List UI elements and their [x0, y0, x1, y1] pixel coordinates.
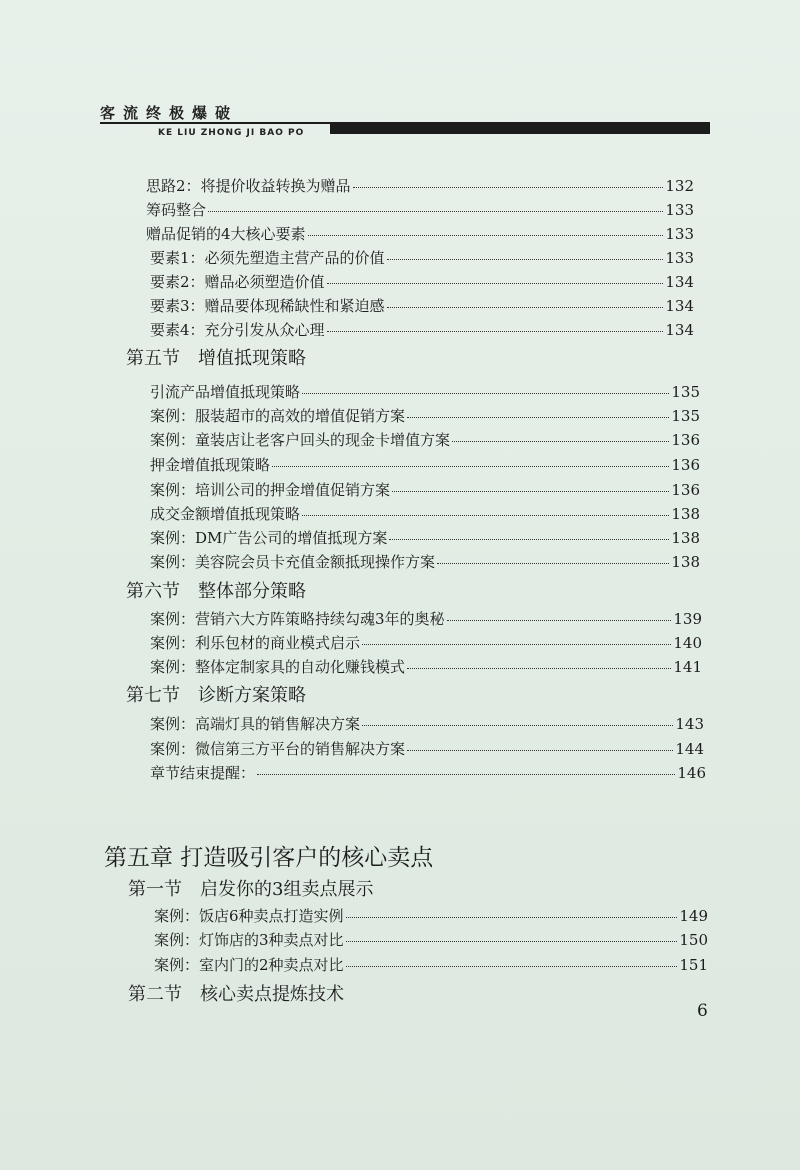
- leader-dots: [362, 643, 671, 645]
- toc-entry-page: 138: [671, 505, 700, 523]
- toc-entry-page: 133: [665, 249, 694, 267]
- toc-entry-label: 案例：室内门的2种卖点对比: [154, 956, 344, 974]
- leader-dots: [346, 965, 678, 967]
- leader-dots: [308, 234, 664, 236]
- section-heading: 第五节 增值抵现策略: [126, 348, 306, 369]
- leader-dots: [387, 306, 664, 308]
- toc-entry-label: 案例：整体定制家具的自动化赚钱模式: [150, 658, 406, 676]
- toc-entry: [150, 272, 694, 292]
- toc-entry: [154, 906, 708, 926]
- toc-entry-page: 135: [671, 383, 700, 401]
- toc-entry: [146, 176, 694, 196]
- toc-entry-page: 144: [675, 740, 704, 758]
- leader-dots: [447, 619, 672, 621]
- leader-dots: [327, 330, 664, 332]
- toc-entry: [150, 552, 700, 572]
- toc-entry-label: 要素4：充分引发从众心理: [150, 321, 325, 339]
- page-number: 6: [697, 1001, 708, 1021]
- toc-entry-label: 案例：饭店6种卖点打造实例: [154, 907, 344, 925]
- leader-dots: [346, 916, 678, 918]
- toc-entry-page: 138: [671, 553, 700, 571]
- running-header-title: 客流终极爆破: [100, 104, 239, 122]
- leader-dots: [362, 724, 673, 726]
- leader-dots: [302, 392, 669, 394]
- leader-dots: [327, 282, 664, 284]
- leader-dots: [208, 210, 663, 212]
- toc-entry-label: 思路2：将提价收益转换为赠品: [146, 177, 351, 195]
- toc-entry: [150, 504, 700, 524]
- toc-entry-label: 章节结束提醒：: [150, 764, 256, 782]
- toc-entry-page: 150: [679, 931, 708, 949]
- toc-entry-label: 案例：服装超市的高效的增值促销方案: [150, 407, 406, 425]
- toc-entry-page: 146: [677, 764, 706, 782]
- running-header-subtitle: KE LIU ZHONG JI BAO PO: [158, 128, 305, 138]
- toc-entry: [150, 528, 700, 548]
- leader-dots: [387, 258, 664, 260]
- toc-entry: [150, 320, 694, 340]
- toc-entry-label: 成交金额增值抵现策略: [150, 505, 301, 523]
- leader-dots: [437, 562, 669, 564]
- toc-entry: [150, 714, 704, 734]
- leader-dots: [353, 186, 664, 188]
- leader-dots: [257, 773, 675, 775]
- toc-entry-page: 136: [671, 481, 700, 499]
- toc-entry-label: 案例：利乐包材的商业模式启示: [150, 634, 361, 652]
- toc-entry-label: 要素2：赠品必须塑造价值: [150, 273, 325, 291]
- toc-entry: [150, 430, 700, 450]
- toc-entry: [154, 930, 708, 950]
- toc-entry-label: 要素1：必须先塑造主营产品的价值: [150, 249, 385, 267]
- toc-entry-page: 134: [665, 297, 694, 315]
- leader-dots: [346, 940, 678, 942]
- section-heading: 第二节 核心卖点提炼技术: [128, 984, 344, 1005]
- toc-entry-page: 133: [665, 201, 694, 219]
- toc-entry-label: 案例：营销六大方阵策略持续勾魂3年的奥秘: [150, 610, 445, 628]
- toc-entry: [150, 739, 704, 759]
- toc-entry-page: 132: [665, 177, 694, 195]
- toc-entry-page: 136: [671, 431, 700, 449]
- toc-entry: [150, 657, 702, 677]
- toc-entry-page: 141: [673, 658, 702, 676]
- toc-entry: [154, 955, 708, 975]
- toc-entry: [146, 224, 694, 244]
- toc-entry: [150, 609, 702, 629]
- toc-entry-page: 134: [665, 321, 694, 339]
- leader-dots: [452, 440, 669, 442]
- leader-dots: [302, 514, 669, 516]
- toc-entry-label: 案例：DM广告公司的增值抵现方案: [150, 529, 388, 547]
- toc-entry-page: 136: [671, 456, 700, 474]
- header-rule: [330, 124, 710, 134]
- toc-entry-label: 押金增值抵现策略: [150, 456, 271, 474]
- section-heading: 第七节 诊断方案策略: [126, 685, 306, 706]
- toc-entry-page: 143: [675, 715, 704, 733]
- toc-entry-label: 案例：灯饰店的3种卖点对比: [154, 931, 344, 949]
- chapter-heading: 第五章 打造吸引客户的核心卖点: [104, 845, 434, 871]
- leader-dots: [407, 416, 669, 418]
- section-heading: 第一节 启发你的3组卖点展示: [128, 879, 374, 900]
- toc-entry: [150, 296, 694, 316]
- toc-entry-label: 案例：高端灯具的销售解决方案: [150, 715, 361, 733]
- leader-dots: [407, 667, 671, 669]
- toc-entry: [146, 200, 694, 220]
- toc-entry-label: 筹码整合: [146, 201, 207, 219]
- section-heading: 第六节 整体部分策略: [126, 581, 306, 602]
- toc-entry: [150, 633, 702, 653]
- toc-entry-label: 要素3：赠品要体现稀缺性和紧迫感: [150, 297, 385, 315]
- toc-entry-page: 139: [673, 610, 702, 628]
- toc-entry: [150, 763, 706, 783]
- toc-entry-label: 案例：微信第三方平台的销售解决方案: [150, 740, 406, 758]
- leader-dots: [272, 465, 669, 467]
- toc-entry: [150, 248, 694, 268]
- toc-entry: [150, 455, 700, 475]
- toc-entry-page: 133: [665, 225, 694, 243]
- toc-entry-label: 案例：童装店让老客户回头的现金卡增值方案: [150, 431, 451, 449]
- toc-entry-page: 151: [679, 956, 708, 974]
- leader-dots: [407, 749, 673, 751]
- toc-entry-page: 149: [679, 907, 708, 925]
- toc-entry-label: 引流产品增值抵现策略: [150, 383, 301, 401]
- toc-entry-page: 140: [673, 634, 702, 652]
- leader-dots: [389, 538, 669, 540]
- toc-entry-page: 134: [665, 273, 694, 291]
- toc-entry: [150, 480, 700, 500]
- toc-entry: [150, 382, 700, 402]
- toc-entry: [150, 406, 700, 426]
- toc-entry-page: 135: [671, 407, 700, 425]
- toc-entry-label: 案例：培训公司的押金增值促销方案: [150, 481, 391, 499]
- toc-entry-label: 案例：美容院会员卡充值金额抵现操作方案: [150, 553, 436, 571]
- toc-entry-page: 138: [671, 529, 700, 547]
- leader-dots: [392, 490, 669, 492]
- toc-entry-label: 赠品促销的4大核心要素: [146, 225, 306, 243]
